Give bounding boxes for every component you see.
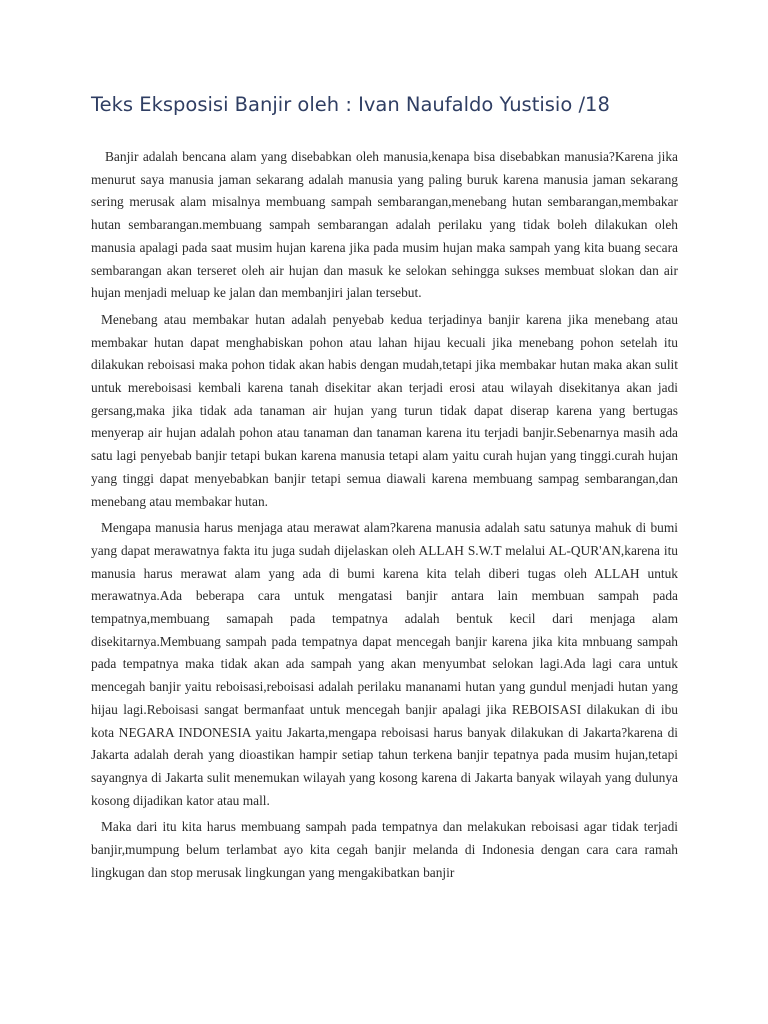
paragraph-1: Banjir adalah bencana alam yang disebabkan oleh manusia,kenapa bisa disebabkan manusia?Karena jika menurut saya manusia jaman sekarang adalah manusia yang paling buruk karena manusia jaman sekarang sering merusak alam misalnya membuang sampah sembarangan,menebang hutan sembarangan,membakar hutan sembarangan.membuang sampah sembarangan adalah perilaku yang tidak boleh dilakukan oleh manusia apalagi pada saat musim hujan karena jika pada musim hujan maka sampah yang kita buang secara sembarangan akan terseret oleh air hujan dan masuk ke selokan sehingga sukses membuat slokan dan air hujan menjadi meluap ke jalan dan membanjiri jalan tersebut. — [91, 149, 678, 301]
document-title: Teks Eksposisi Banjir oleh : Ivan Naufaldo Yustisio /18 — [91, 93, 610, 116]
paragraph-3: Mengapa manusia harus menjaga atau merawat alam?karena manusia adalah satu satunya mahuk di bumi yang dapat merawatnya fakta itu juga sudah dijelaskan oleh ALLAH S.W.T melalui AL-QUR'AN,karena itu manusia harus merawat alam yang ada di bumi karena kita telah diberi tugas oleh ALLAH untuk merawatnya.Ada beberapa cara untuk mengatasi banjir antara lain membuan sampah pada tempatnya,membuang samapah pada tempatnya adalah bentuk kecil dari menjaga alam disekitarnya.Membuang sampah pada tempatnya dapat mencegah banjir karena jika kita mnbuang sampah pada tempatnya maka tidak akan ada sampah yang akan menyumbat selokan lagi.Ada lagi cara untuk mencegah banjir yaitu reboisasi,reboisasi adalah perilaku mananami hutan yang gundul menjadi hutan yang hijau lagi.Reboisasi sangat bermanfaat untuk mencegah banjir apalagi jika REBOISASI dilakukan di ibu kota NEGARA INDONESIA yaitu Jakarta,mengapa reboisasi harus banyak dilakukan di Jakarta?karena di Jakarta adalah derah yang dioastikan hampir setiap tahun terkena banjir tepatnya pada musim hujan,tetapi sayangnya di Jakarta sulit menemukan wilayah yang kosong karena di Jakarta banyak wilayah yang dulunya kosong dijadikan kator atau mall. — [91, 520, 678, 808]
paragraph-2: Menebang atau membakar hutan adalah penyebab kedua terjadinya banjir karena jika menebang atau membakar hutan dapat menghabiskan pohon atau lahan hijau kecuali jika menebang pohon setelah itu dilakukan reboisasi maka pohon tidak akan habis dengan mudah,tetapi jika membakar hutan maka akan sulit untuk mereboisasi kembali karena tanah disekitar akan terjadi erosi atau wilayah disekitanya akan jadi gersang,maka jika tidak ada tanaman air hujan yang turun tidak dapat diserap karena yang bertugas menyerap air hujan adalah pohon atau tanaman dan tanaman karena itu terjadi banjir.Sebenarnya masih ada satu lagi penyebab banjir tetapi bukan karena manusia tetapi alam yaitu curah hujan yang tinggi.curah hujan yang tinggi dapat menyebabkan banjir tetapi semua diawali karena membuang sampag sembarangan,dan menebang atau membakar hutan. — [91, 311, 678, 509]
paragraph-4: Maka dari itu kita harus membuang sampah pada tempatnya dan melakukan reboisasi agar tidak terjadi banjir,mumpung belum terlambat ayo kita cegah banjir melanda di Indonesia dengan cara cara ramah lingkugan dan stop merusak lingkungan yang mengakibatkan banjir — [91, 819, 678, 880]
document-body — [91, 146, 678, 889]
